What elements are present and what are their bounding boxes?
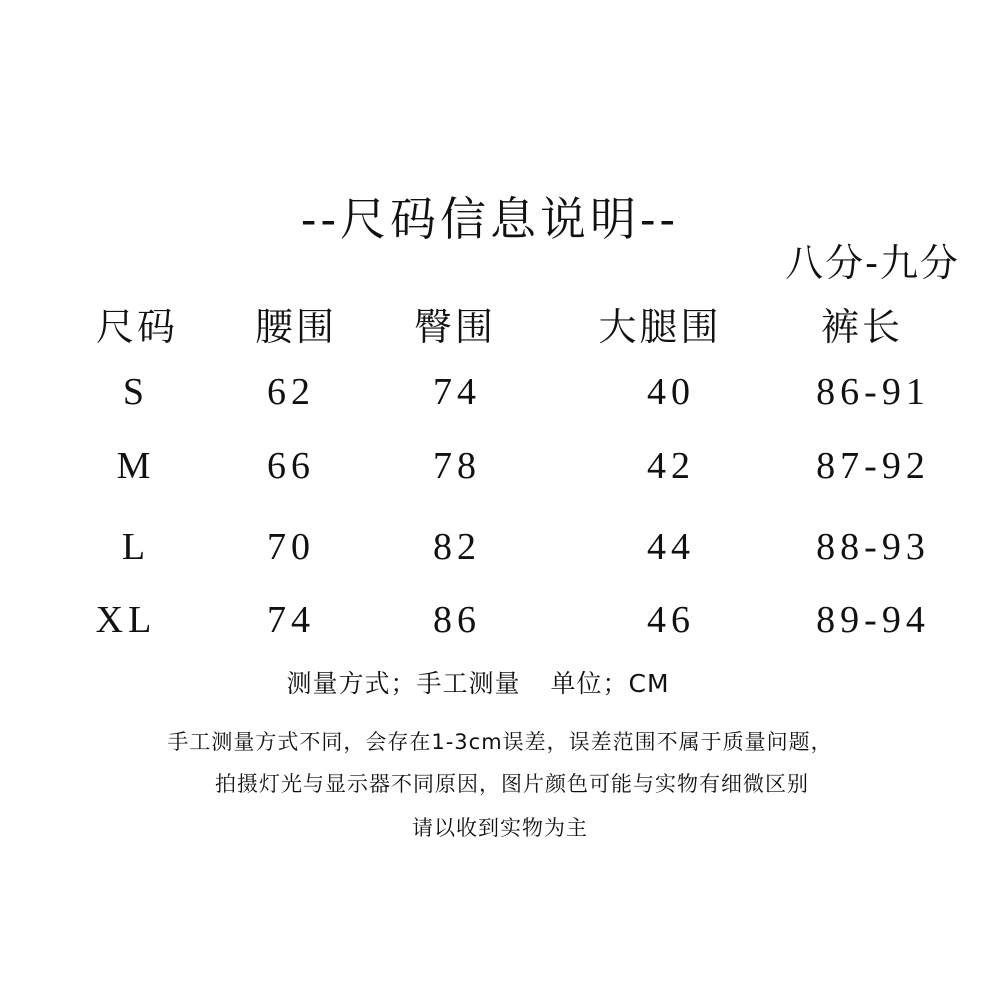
header-thigh: 大腿围	[598, 305, 722, 349]
thigh-cell: 44	[647, 526, 695, 568]
hip-cell: 86	[433, 599, 481, 641]
thigh-cell: 40	[647, 371, 695, 413]
size-cell: M	[116, 445, 156, 487]
header-waist: 腰围	[254, 305, 338, 349]
page-title: --尺码信息说明--	[300, 192, 680, 246]
note-actual-item: 请以收到实物为主	[412, 816, 588, 840]
hip-cell: 74	[433, 371, 481, 413]
thigh-cell: 46	[647, 599, 695, 641]
length-cell: 89-94	[816, 599, 930, 641]
size-cell: L	[121, 526, 151, 568]
header-length: 裤长	[820, 305, 904, 349]
measurement-info	[0, 664, 978, 700]
thigh-cell: 42	[647, 445, 695, 487]
waist-cell: 66	[267, 445, 315, 487]
waist-cell: 74	[267, 599, 315, 641]
size-cell: XL	[95, 599, 157, 641]
header-size: 尺码	[95, 305, 179, 349]
length-cell: 86-91	[816, 371, 930, 413]
length-cell: 88-93	[816, 526, 930, 568]
note-color-difference: 拍摄灯光与显示器不同原因，图片颜色可能与实物有细微区别	[215, 772, 809, 796]
hip-cell: 82	[433, 526, 481, 568]
hip-cell: 78	[433, 445, 481, 487]
size-cell: S	[122, 371, 150, 413]
waist-cell: 62	[267, 371, 315, 413]
measurement-method: 测量方式；手工测量	[286, 669, 521, 698]
note-error-range: 手工测量方式不同，会存在1-3cm误差，误差范围不属于质量问题，	[167, 730, 833, 754]
measurement-unit: 单位；CM	[550, 669, 670, 698]
header-hip: 臀围	[413, 305, 497, 349]
waist-cell: 70	[267, 526, 315, 568]
length-type-label: 八分-九分	[785, 241, 960, 285]
length-cell: 87-92	[816, 445, 930, 487]
